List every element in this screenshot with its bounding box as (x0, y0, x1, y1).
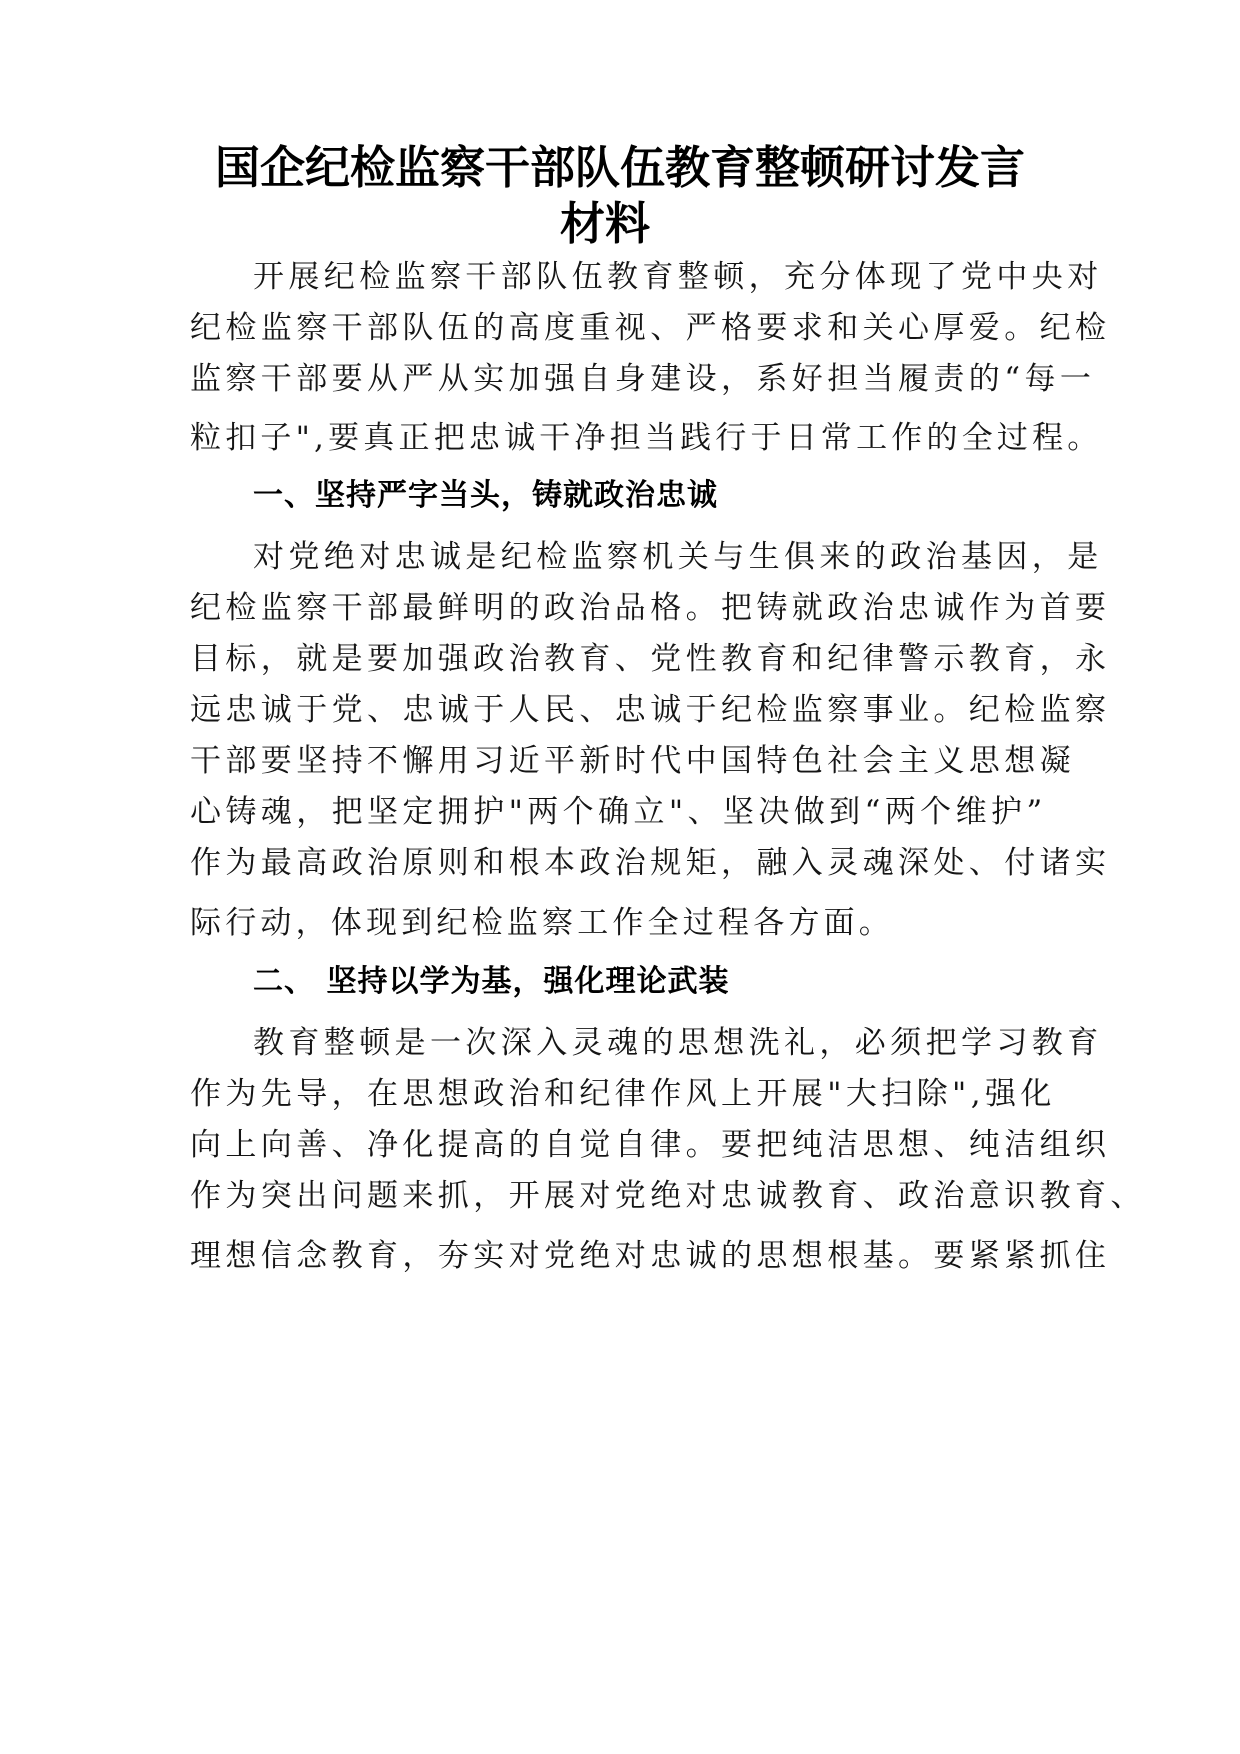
paragraph-2-line-1: 对党绝对忠诚是纪检监察机关与生俱来的政治基因，是 (253, 539, 1103, 575)
document-title-line-2: 材料 (560, 197, 651, 250)
paragraph-3-line-5: 理想信念教育，夯实对党绝对忠诚的思想根基。要紧紧抓住 (190, 1238, 1111, 1274)
section-heading-1: 一、坚持严字当头，铸就政治忠诚 (253, 478, 718, 513)
paragraph-2-line-2: 纪检监察干部最鲜明的政治品格。把铸就政治忠诚作为首要 (190, 590, 1111, 626)
paragraph-2-line-5: 干部要坚持不懈用习近平新时代中国特色社会主义思想凝 (190, 743, 1075, 779)
paragraph-3-line-1: 教育整顿是一次深入灵魂的思想洗礼，必须把学习教育 (253, 1025, 1103, 1061)
paragraph-2-line-7: 作为最高政治原则和根本政治规矩，融入灵魂深处、付诸实 (190, 845, 1111, 881)
paragraph-3-line-3: 向上向善、净化提高的自觉自律。要把纯洁思想、纯洁组织 (190, 1127, 1111, 1163)
paragraph-2-line-8: 际行动，体现到纪检监察工作全过程各方面。 (190, 905, 894, 941)
paragraph-2-line-3: 目标，就是要加强政治教育、党性教育和纪律警示教育，永 (190, 641, 1111, 677)
paragraph-2-line-4: 远忠诚于党、忠诚于人民、忠诚于纪检监察事业。纪检监察 (190, 692, 1111, 728)
paragraph-2-line-6: 心铸魂，把坚定拥护"两个确立"、坚决做到“两个维护” (190, 794, 1047, 830)
paragraph-3-line-4: 作为突出问题来抓，开展对党绝对忠诚教育、政治意识教育、 (190, 1178, 1146, 1214)
document-title-line-1: 国企纪检监察干部队伍教育整顿研讨发言 (214, 141, 1025, 194)
paragraph-1-line-1: 开展纪检监察干部队伍教育整顿，充分体现了党中央对 (253, 259, 1103, 295)
paragraph-1-line-3: 监察干部要从严从实加强自身建设，系好担当履责的“每一 (190, 361, 1096, 397)
paragraph-1-line-2: 纪检监察干部队伍的高度重视、严格要求和关心厚爱。纪检 (190, 310, 1111, 346)
paragraph-3-line-2: 作为先导，在思想政治和纪律作风上开展"大扫除",强化 (190, 1076, 1056, 1112)
paragraph-1-line-4: 粒扣子",要真正把忠诚干净担当践行于日常工作的全过程。 (190, 420, 1103, 456)
section-heading-2: 二、 坚持以学为基，强化理论武装 (253, 964, 730, 999)
